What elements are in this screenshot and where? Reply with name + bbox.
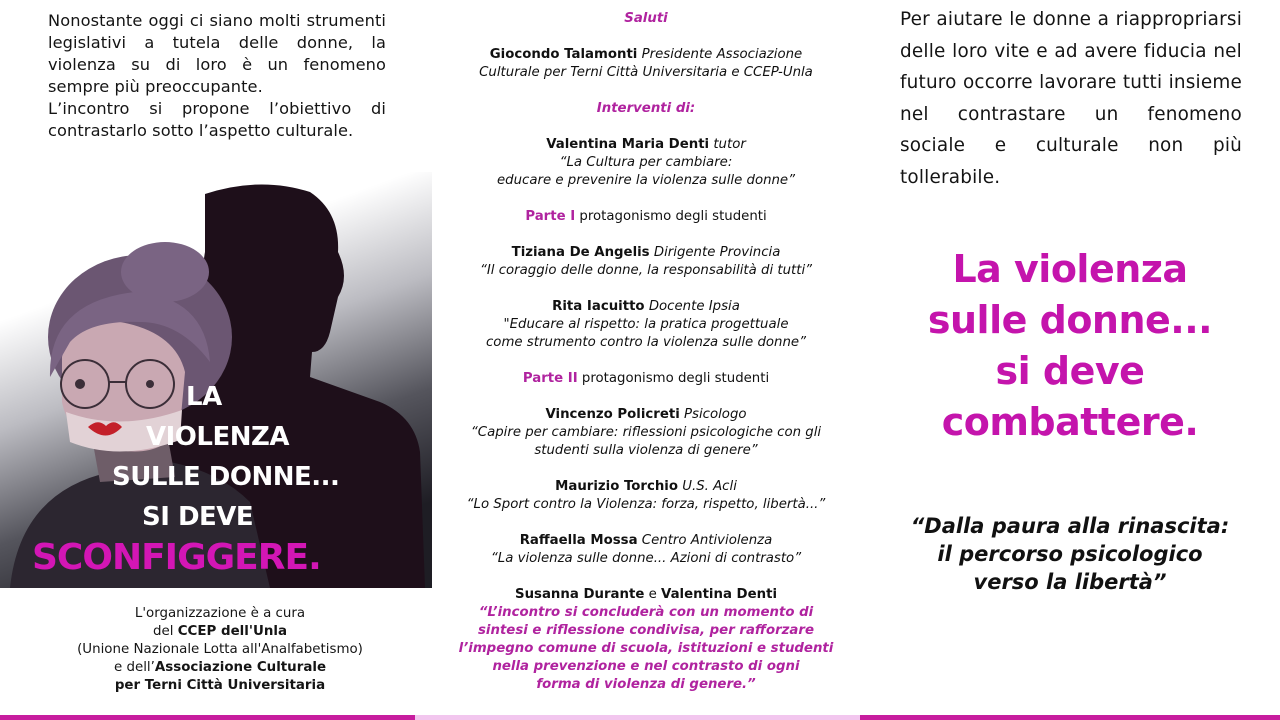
- slogan-line-1: LA: [186, 382, 222, 412]
- part-text: protagonismo degli studenti: [581, 371, 770, 386]
- left-panel: [0, 0, 432, 720]
- closing-quote-line: l’impegno comune di scuola, istituzioni e studenti: [458, 641, 834, 656]
- speaker-name: Raffaella Mossa: [519, 533, 638, 548]
- headline-line-1: La violenza: [952, 247, 1188, 291]
- subquote-line-2: il percorso psicologico: [937, 542, 1203, 566]
- org-line-3: (Unione Nazionale Lotta all'Analfabetismo): [77, 642, 363, 657]
- closing-quote-line: “L’incontro si concluderà con un momento di: [478, 605, 814, 620]
- speaker-header: [432, 532, 860, 550]
- speaker-quote: “La Cultura per cambiare:: [559, 155, 733, 170]
- speaker-role: tutor: [713, 137, 746, 152]
- speaker-entry: [432, 244, 860, 280]
- speaker-name: Tiziana De Angelis: [511, 245, 650, 260]
- speaker-role: U.S. Acli: [682, 479, 737, 494]
- part-label: Parte II: [522, 371, 578, 386]
- part-1-heading: [432, 208, 860, 226]
- speaker-quote-cont: come strumento contro la violenza sulle donne”: [486, 335, 806, 350]
- speaker-header: [432, 244, 860, 262]
- interventi-heading: Interventi di:: [596, 101, 696, 116]
- speaker-entry: [432, 532, 860, 568]
- closing-name-2: Valentina Denti: [661, 587, 777, 602]
- subquote-line-1: “Dalla paura alla rinascita:: [910, 514, 1230, 538]
- closing-conj: e: [648, 587, 657, 602]
- closing-name-1: Susanna Durante: [515, 587, 645, 602]
- headline-line-4: combattere.: [941, 400, 1199, 444]
- speaker-header: [432, 298, 860, 316]
- headline-line-3: si deve: [995, 349, 1145, 393]
- speaker-entry: [432, 478, 860, 514]
- organization-credits: [20, 605, 420, 695]
- part-label: Parte I: [525, 209, 576, 224]
- org-line-5: [20, 677, 420, 695]
- speaker-name: Giocondo Talamonti: [489, 47, 638, 62]
- right-panel: [860, 0, 1280, 720]
- closing-quote-line: sintesi e riflessione condivisa, per rafforzare: [478, 623, 814, 638]
- closing-quote-line: nella prevenzione e nel contrasto di ogni: [492, 659, 800, 674]
- saluti-entry: [432, 46, 860, 82]
- speaker-quote-cont: studenti sulla violenza di genere”: [534, 443, 758, 458]
- org-association-name: Associazione Culturale: [154, 660, 327, 675]
- speaker-entry: [432, 136, 860, 190]
- saluti-line-1: [432, 46, 860, 64]
- speaker-quote: “Lo Sport contro la Violenza: forza, rispetto, libertà...”: [466, 497, 826, 512]
- speaker-quote: “Capire per cambiare: riflessioni psicologiche con gli: [470, 425, 822, 440]
- speaker-role: Centro Antiviolenza: [641, 533, 773, 548]
- closing-header: [432, 586, 860, 604]
- right-paragraph: Per aiutare le donne a riappropriarsi delle loro vite e ad avere fiducia nel futuro occorre lavorare tutti insieme nel contrastare un fenomeno sociale e culturale non più tollerabile.: [900, 9, 1242, 188]
- bottom-bar-left: [0, 715, 415, 720]
- speaker-name: Vincenzo Policreti: [545, 407, 680, 422]
- headline: [860, 244, 1280, 448]
- intro-paragraph-2: L’incontro si propone l’obiettivo di contrastarlo sotto l’aspetto culturale.: [48, 99, 386, 140]
- bottom-bar-right: [860, 715, 1280, 720]
- closing-quote-line: forma di violenza di genere.”: [536, 677, 756, 692]
- speaker-name: Maurizio Torchio: [555, 479, 678, 494]
- speaker-role: Psicologo: [684, 407, 747, 422]
- speaker-role: Docente Ipsia: [648, 299, 740, 314]
- speaker-name: Valentina Maria Denti: [546, 137, 710, 152]
- saluti-heading: Saluti: [624, 11, 668, 26]
- subquote-line-3: verso la libertà”: [973, 570, 1167, 594]
- slogan-emphasis: SCONFIGGERE.: [32, 537, 321, 578]
- speaker-role: Presidente Associazione: [641, 47, 803, 62]
- speaker-entry: [432, 298, 860, 352]
- slogan-line-2: VIOLENZA: [146, 422, 289, 452]
- org-line-2-prefix: del: [153, 624, 178, 639]
- speaker-role-cont: Culturale per Terni Città Universitaria e CCEP-Unla: [479, 65, 813, 80]
- org-line-4-prefix: e dell’: [113, 660, 155, 675]
- speaker-name: Rita Iacuitto: [552, 299, 645, 314]
- program-panel: [432, 0, 860, 720]
- speaker-header: [432, 406, 860, 424]
- subquote: [860, 512, 1280, 596]
- speaker-quote: "Educare al rispetto: la pratica progettuale: [503, 317, 789, 332]
- program: [432, 10, 860, 694]
- speaker-quote: “La violenza sulle donne... Azioni di contrasto”: [490, 551, 802, 566]
- org-ccep-name: CCEP dell'Unla: [177, 624, 287, 639]
- intro-paragraph-1: Nonostante oggi ci siano molti strumenti legislativi a tutela delle donne, la violenza su di loro è un fenomeno sempre più preoccupante.: [48, 11, 386, 96]
- speaker-role: Dirigente Provincia: [653, 245, 781, 260]
- bottom-bar-middle: [415, 715, 860, 720]
- intro-text: [48, 10, 386, 142]
- speaker-header: [432, 136, 860, 154]
- slogan-line-3: SULLE DONNE...: [112, 462, 340, 492]
- slogan-line-4: SI DEVE: [142, 502, 254, 532]
- speaker-quote: “Il coraggio delle donne, la responsabilità di tutti”: [479, 263, 813, 278]
- part-2-heading: [432, 370, 860, 388]
- speaker-quote-cont: educare e prevenire la violenza sulle donne”: [497, 173, 795, 188]
- org-line-2: [20, 623, 420, 641]
- speaker-entry: [432, 406, 860, 460]
- closing-entry: [432, 586, 860, 694]
- org-line-4: [20, 659, 420, 677]
- speaker-header: [432, 478, 860, 496]
- illustration: [0, 172, 432, 588]
- org-line-1: L'organizzazione è a cura: [134, 606, 306, 621]
- headline-line-2: sulle donne...: [927, 298, 1213, 342]
- part-text: protagonismo degli studenti: [579, 209, 767, 224]
- org-association-name-cont: per Terni Città Universitaria: [114, 678, 326, 693]
